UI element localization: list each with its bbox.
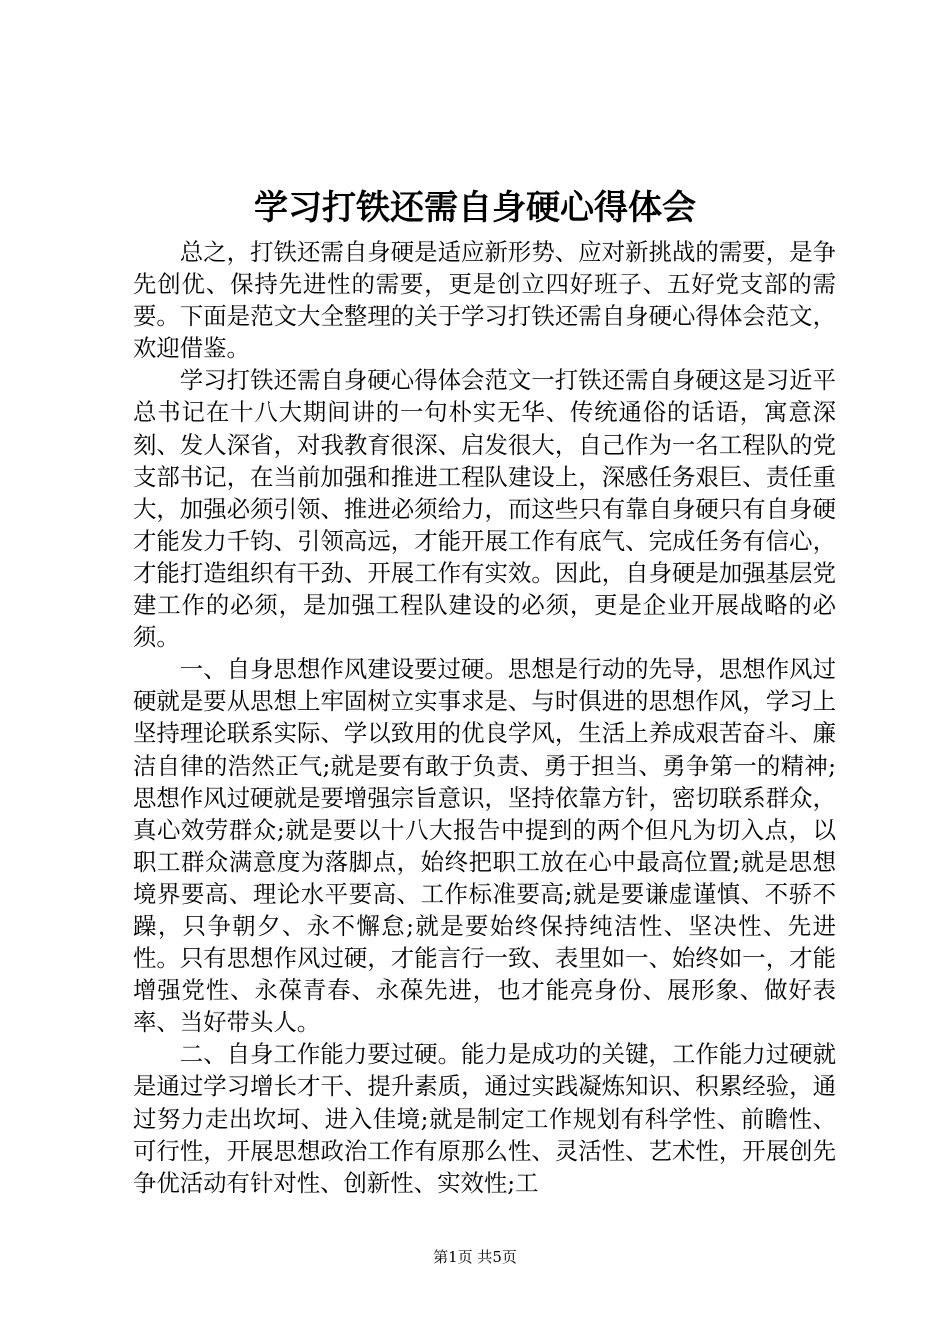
document-title: 学习打铁还需自身硬心得体会 bbox=[254, 188, 696, 228]
paragraph-section-two: 二、自身工作能力要过硬。能力是成功的关键，工作能力过硬就是通过学习增长才干、提升素质，通过实践凝炼知识、积累经验，通过努力走出坎坷、进入佳境;就是制定工作规划有科学性、前瞻性、可行性，开展思想政治工作有原那么性、灵活性、艺术性，开展创先争优活动有针对性、创新性、实效性;工 bbox=[133, 1040, 836, 1197]
paragraph-essay-one: 学习打铁还需自身硬心得体会范文一打铁还需自身硬这是习近平总书记在十八大期间讲的一句朴实无华、传统通俗的话语，寓意深刻、发人深省，对我教育很深、启发很大，自己作为一名工程队的党支部书记，在当前加强和推进工程队建设上，深感任务艰巨、责任重大，加强必须引领、推进必须给力，而这些只有靠自身硬只有自身硬才能发力千钧、引领高远，才能开展工作有底气、完成任务有信心，才能打造组织有干劲、开展工作有实效。因此，自身硬是加强基层党建工作的必须，是加强工程队建设的必须，更是企业开展战略的必须。 bbox=[133, 366, 836, 652]
paragraph-section-one: 一、自身思想作风建设要过硬。思想是行动的先导，思想作风过硬就是要从思想上牢固树立实事求是、与时俱进的思想作风，学习上坚持理论联系实际、学以致用的优良学风，生活上养成艰苦奋斗、廉洁自律的浩然正气;就是要有敢于负责、勇于担当、勇争第一的精神;思想作风过硬就是要增强宗旨意识，坚持依靠方针，密切联系群众，真心效劳群众;就是要以十八大报告中提到的两个但凡为切入点，以职工群众满意度为落脚点，始终把职工放在心中最高位置;就是思想境界要高、理论水平要高、工作标准要高;就是要谦虚谨慎、不骄不躁，只争朝夕、永不懈怠;就是要始终保持纯洁性、坚决性、先进性。只有思想作风过硬，才能言行一致、表里如一、始终如一，才能增强党性、永葆青春、永葆先进，也才能亮身份、展形象、做好表率、当好带头人。 bbox=[133, 655, 836, 1037]
page-number-footer: 第1页 共5页 bbox=[433, 1248, 517, 1266]
paragraph-intro: 总之，打铁还需自身硬是适应新形势、应对新挑战的需要，是争先创优、保持先进性的需要，更是创立四好班子、五好党支部的需要。下面是范文大全整理的关于学习打铁还需自身硬心得体会范文，欢迎借鉴。 bbox=[133, 238, 836, 363]
document-body bbox=[133, 236, 836, 1199]
